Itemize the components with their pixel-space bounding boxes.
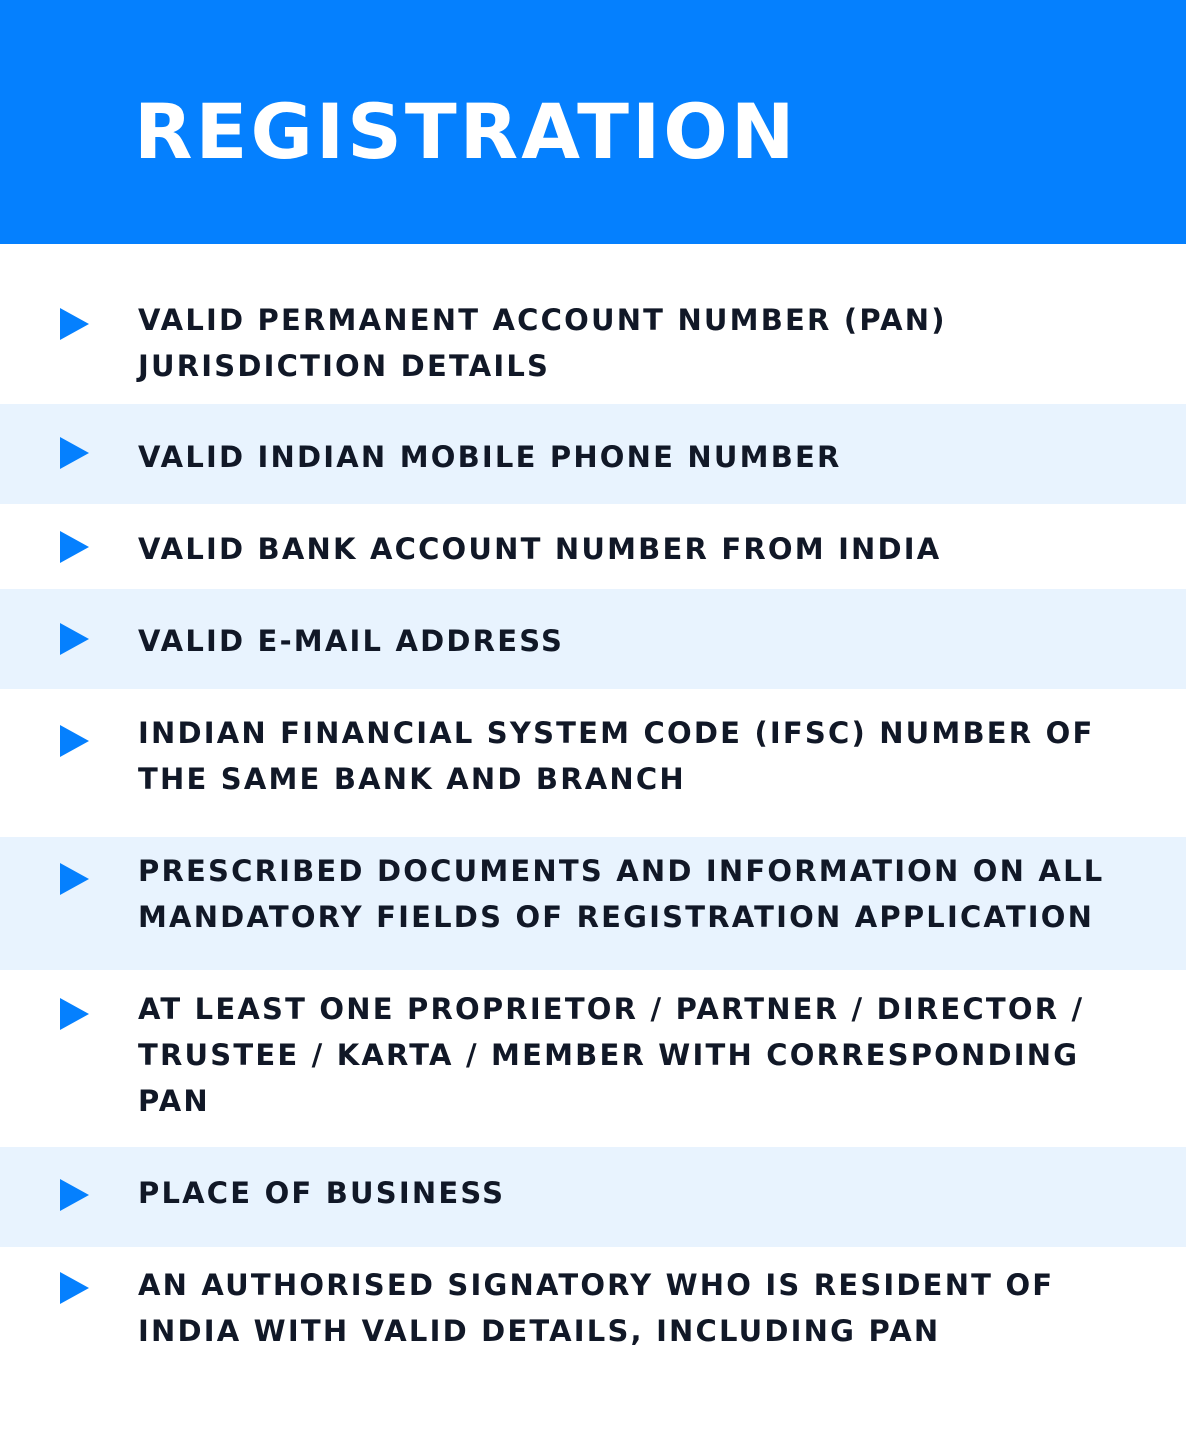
header-banner bbox=[0, 0, 1186, 244]
list-item-label: INDIAN FINANCIAL SYSTEM CODE (IFSC) NUMBER OF THE SAME BANK AND BRANCH bbox=[138, 716, 1095, 796]
list-item-place-of-business bbox=[0, 1147, 1186, 1247]
triangle-right-icon bbox=[60, 863, 89, 895]
list-item-signatory bbox=[0, 1247, 1186, 1437]
list-item-label: VALID PERMANENT ACCOUNT NUMBER (PAN) JURISDICTION DETAILS bbox=[138, 303, 947, 383]
list-item-pan bbox=[0, 244, 1186, 404]
triangle-right-icon bbox=[60, 725, 89, 757]
triangle-right-icon bbox=[60, 1179, 89, 1211]
list-item-label: PRESCRIBED DOCUMENTS AND INFORMATION ON ALL MANDATORY FIELDS OF REGISTRATION APPLICATION bbox=[138, 854, 1105, 934]
triangle-right-icon bbox=[60, 531, 89, 563]
list-item-bank-account bbox=[0, 504, 1186, 589]
triangle-right-icon bbox=[60, 623, 89, 655]
list-item-label: VALID INDIAN MOBILE PHONE NUMBER bbox=[138, 440, 842, 474]
list-item-label: PLACE OF BUSINESS bbox=[138, 1176, 506, 1210]
list-item-label: VALID E-MAIL ADDRESS bbox=[138, 624, 565, 658]
list-item-documents bbox=[0, 837, 1186, 970]
triangle-right-icon bbox=[60, 998, 89, 1030]
triangle-right-icon bbox=[60, 437, 89, 469]
list-item-label: AT LEAST ONE PROPRIETOR / PARTNER / DIRECTOR / TRUSTEE / KARTA / MEMBER WITH CORRESPONDING PAN bbox=[138, 992, 1085, 1118]
triangle-right-icon bbox=[60, 308, 89, 340]
list-item-proprietor bbox=[0, 970, 1186, 1147]
list-item-label: VALID BANK ACCOUNT NUMBER FROM INDIA bbox=[138, 532, 942, 566]
list-item-email bbox=[0, 589, 1186, 689]
list-item-ifsc bbox=[0, 689, 1186, 837]
list-item-label: AN AUTHORISED SIGNATORY WHO IS RESIDENT OF INDIA WITH VALID DETAILS, INCLUDING PAN bbox=[138, 1268, 1055, 1348]
list-item-mobile bbox=[0, 404, 1186, 504]
page-title: REGISTRATION bbox=[134, 87, 798, 176]
triangle-right-icon bbox=[60, 1272, 89, 1304]
